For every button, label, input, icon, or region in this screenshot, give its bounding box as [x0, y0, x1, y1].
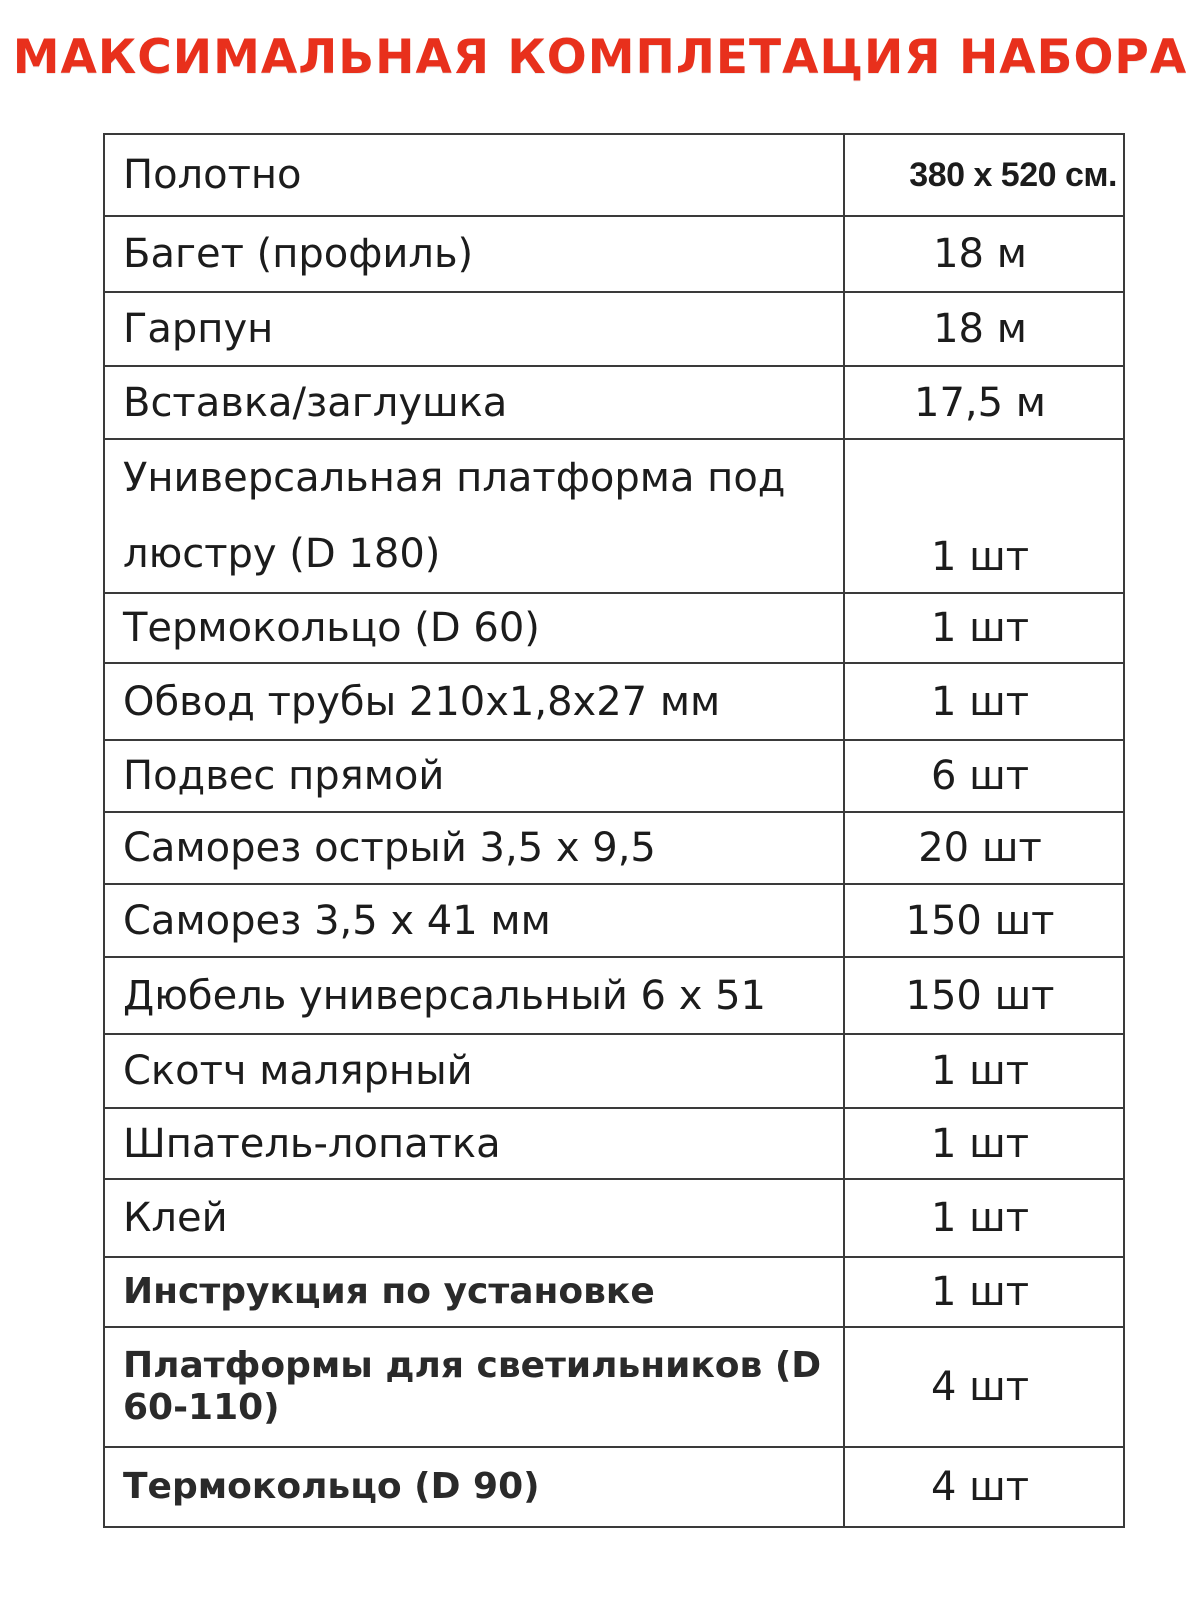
item-name: Обвод трубы 210x1,8x27 мм — [104, 663, 844, 740]
item-name: Термокольцо (D 90) — [104, 1447, 844, 1527]
table-row — [104, 439, 1124, 593]
item-quantity: 17,5 м — [844, 366, 1124, 439]
item-name: Термокольцо (D 60) — [104, 593, 844, 663]
item-name: Дюбель универсальный 6 x 51 — [104, 957, 844, 1034]
item-quantity: 1 шт — [844, 593, 1124, 663]
table-row — [104, 134, 1124, 216]
item-name: Клей — [104, 1179, 844, 1257]
table-row — [104, 292, 1124, 366]
item-name: Саморез 3,5 x 41 мм — [104, 884, 844, 957]
table-row — [104, 593, 1124, 663]
item-quantity: 1 шт — [844, 1257, 1124, 1327]
item-quantity: 1 шт — [844, 1179, 1124, 1257]
item-quantity: 1 шт — [844, 439, 1124, 593]
table-row — [104, 1327, 1124, 1447]
kit-contents-table — [103, 133, 1125, 1528]
item-name: Вставка/заглушка — [104, 366, 844, 439]
item-quantity: 18 м — [844, 216, 1124, 292]
table-row — [104, 884, 1124, 957]
item-quantity: 18 м — [844, 292, 1124, 366]
item-name: Полотно — [104, 134, 844, 216]
table-row — [104, 663, 1124, 740]
item-name: Подвес прямой — [104, 740, 844, 812]
item-name: Универсальная платформа под люстру (D 180) — [104, 439, 844, 593]
table-row — [104, 1257, 1124, 1327]
item-quantity: 150 шт — [844, 884, 1124, 957]
item-quantity: 150 шт — [844, 957, 1124, 1034]
item-name: Гарпун — [104, 292, 844, 366]
item-name: Саморез острый 3,5 x 9,5 — [104, 812, 844, 884]
item-name: Багет (профиль) — [104, 216, 844, 292]
item-name: Платформы для светильников (D 60-110) — [104, 1327, 844, 1447]
item-quantity: 4 шт — [844, 1327, 1124, 1447]
item-quantity: 1 шт — [844, 663, 1124, 740]
table-row — [104, 1108, 1124, 1179]
table-row — [104, 1034, 1124, 1108]
item-quantity: 4 шт — [844, 1447, 1124, 1527]
item-quantity: 380 x 520 см. — [844, 134, 1124, 216]
item-name: Инструкция по установке — [104, 1257, 844, 1327]
table-row — [104, 1447, 1124, 1527]
table-row — [104, 957, 1124, 1034]
table-row — [104, 740, 1124, 812]
item-quantity: 1 шт — [844, 1108, 1124, 1179]
page-title: МАКСИМАЛЬНАЯ КОМПЛЕТАЦИЯ НАБОРА — [12, 30, 1188, 85]
item-name: Скотч малярный — [104, 1034, 844, 1108]
table-row — [104, 812, 1124, 884]
item-quantity: 6 шт — [844, 740, 1124, 812]
item-quantity: 20 шт — [844, 812, 1124, 884]
table-row — [104, 366, 1124, 439]
table-row — [104, 1179, 1124, 1257]
table-row — [104, 216, 1124, 292]
item-name: Шпатель-лопатка — [104, 1108, 844, 1179]
item-quantity: 1 шт — [844, 1034, 1124, 1108]
